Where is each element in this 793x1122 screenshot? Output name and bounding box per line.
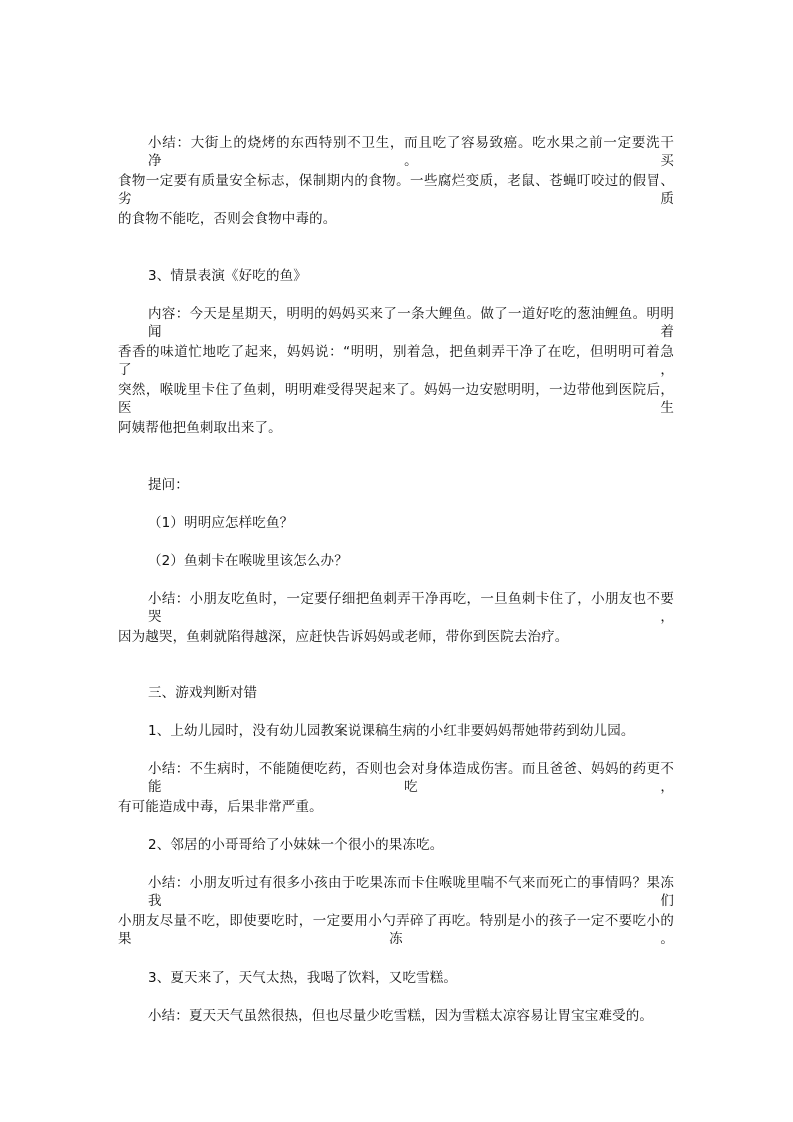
- paragraph-line: 小结：不生病时，不能随便吃药，否则也会对身体造成伤害。而且爸爸、妈妈的药更不能吃，: [148, 761, 674, 795]
- question-heading: 提问：: [148, 477, 189, 493]
- paragraph-line: 因为越哭，鱼刺就陷得越深，应赶快告诉妈妈或老师，带你到医院去治疗。: [118, 629, 569, 645]
- paragraph-line: 内容：今天是星期天，明明的妈妈买来了一条大鲤鱼。做了一道好吃的葱油鲤鱼。明明闻着: [148, 306, 674, 340]
- paragraph-line: 小朋友尽量不吃，即使要吃时，一定要用小勺弄碎了再吃。特别是小的孩子一定不要吃小的果冻。: [118, 913, 674, 947]
- paragraph-line: 小结：夏天天气虽然很热，但也尽量少吃雪糕，因为雪糕太凉容易让胃宝宝难受的。: [148, 1008, 654, 1024]
- paragraph-line: 阿姨帮他把鱼刺取出来了。: [118, 420, 282, 436]
- paragraph-line: 的食物不能吃，否则会食物中毒的。: [118, 211, 337, 227]
- section-heading: 3、情景表演《好吃的鱼》: [148, 268, 307, 284]
- paragraph-line: 突然，喉咙里卡住了鱼刺，明明难受得哭起来了。妈妈一边安慰明明，一边带他到医院后，医生: [118, 382, 674, 416]
- paragraph-line: 小结：小朋友听过有很多小孩由于吃果冻而卡住喉咙里喘不气来而死亡的事情吗？果冻我们: [148, 875, 674, 909]
- paragraph-line: 食物一定要有质量安全标志，保制期内的食物。一些腐烂变质，老鼠、苍蝇叮咬过的假冒、劣质: [118, 173, 674, 207]
- paragraph-line: 3、夏天来了，天气太热，我喝了饮料，又吃雪糕。: [148, 970, 458, 986]
- question-item: （1）明明应怎样吃鱼？: [148, 515, 294, 531]
- paragraph-line: 香香的味道忙地吃了起来，妈妈说：“明明，别着急，把鱼刺弄干净了在吃，但明明可着急了，: [118, 344, 674, 378]
- paragraph-line: 小结：大街上的烧烤的东西特别不卫生，而且吃了容易致癌。吃水果之前一定要洗干净。买: [148, 135, 674, 169]
- section-heading: 三、游戏判断对错: [148, 685, 258, 701]
- question-item: （2）鱼刺卡在喉咙里该怎么办？: [148, 553, 348, 569]
- paragraph-line: 2、邻居的小哥哥给了小妹妹一个很小的果冻吃。: [148, 837, 444, 853]
- paragraph-line: 小结：小朋友吃鱼时，一定要仔细把鱼刺弄干净再吃，一旦鱼刺卡住了，小朋友也不要哭，: [148, 591, 674, 625]
- paragraph-line: 有可能造成中毒，后果非常严重。: [118, 799, 323, 815]
- paragraph-line: 1、上幼儿园时，没有幼儿园教案说课稿生病的小红非要妈妈帮她带药到幼儿园。: [148, 723, 635, 739]
